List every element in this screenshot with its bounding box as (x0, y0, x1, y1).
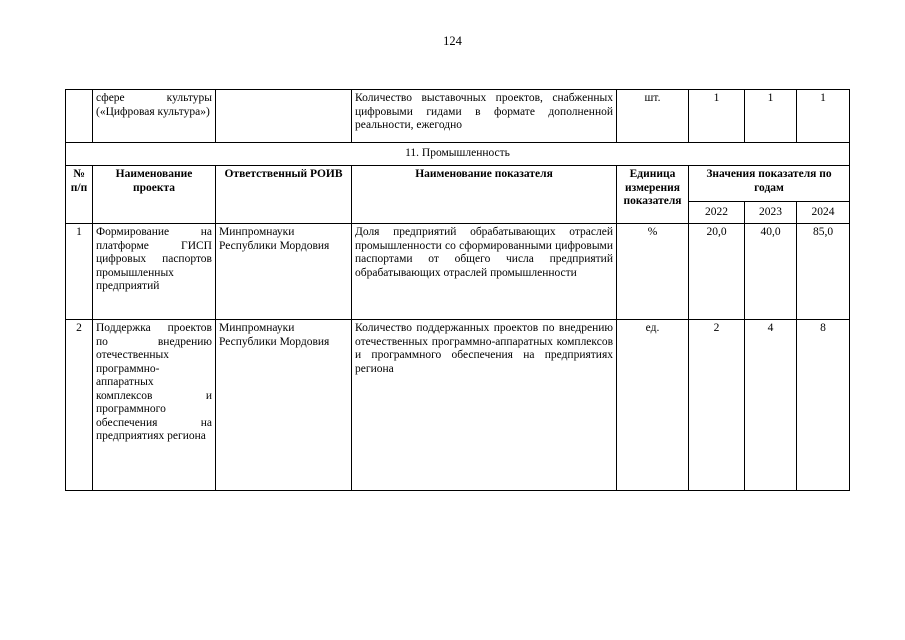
cell-project-name: Формирование на платформе ГИСП цифровых паспортов промышленных предприятий (93, 224, 216, 320)
cell-roiv: Минпромнауки Республики Мордовия (216, 320, 352, 491)
header-values: Значения показателя по годам (689, 166, 850, 202)
cell-num (66, 90, 93, 143)
cell-roiv (216, 90, 352, 143)
cell-indicator: Доля предприятий обрабатывающих отраслей промышленности со сформированными цифровыми паспортами от общего числа предприятий обрабатывающих отраслей промышленности (352, 224, 617, 320)
cell-indicator: Количество поддержанных проектов по внедрению отечественных программно-аппаратных комплексов и программного обеспечения на предприятиях региона (352, 320, 617, 491)
cell-value-2024: 85,0 (797, 224, 850, 320)
table-row (66, 320, 850, 491)
header-year-2023: 2023 (745, 202, 797, 224)
cell-value-2024: 8 (797, 320, 850, 491)
cell-num: 2 (66, 320, 93, 491)
header-num: № п/п (66, 166, 93, 224)
cell-num: 1 (66, 224, 93, 320)
header-roiv: Ответственный РОИВ (216, 166, 352, 224)
cell-value-2023: 4 (745, 320, 797, 491)
header-year-2022: 2022 (689, 202, 745, 224)
cell-roiv: Минпромнауки Республики Мордовия (216, 224, 352, 320)
header-unit: Единица измерения показателя (617, 166, 689, 224)
cell-indicator: Количество выставочных проектов, снабженных цифровыми гидами в формате дополненной реальности, ежегодно (352, 90, 617, 143)
cell-value-2023: 40,0 (745, 224, 797, 320)
header-indicator: Наименование показателя (352, 166, 617, 224)
header-year-2024: 2024 (797, 202, 850, 224)
cell-project-name: сфере культуры («Цифровая культура») (93, 90, 216, 143)
cell-unit: % (617, 224, 689, 320)
cell-project-name: Поддержка проектов по внедрению отечественных программно-аппаратных комплексов и программного обеспечения на предприятиях региона (93, 320, 216, 491)
cell-unit: ед. (617, 320, 689, 491)
cell-unit: шт. (617, 90, 689, 143)
table-row-continued (66, 90, 850, 143)
cell-value-2022: 2 (689, 320, 745, 491)
indicators-table (65, 89, 850, 491)
cell-value-2023: 1 (745, 90, 797, 143)
header-row (66, 166, 850, 202)
cell-value-2022: 1 (689, 90, 745, 143)
cell-value-2022: 20,0 (689, 224, 745, 320)
section-row (66, 143, 850, 166)
header-project-name: Наименование проекта (93, 166, 216, 224)
table-row (66, 224, 850, 320)
page-number: 124 (443, 34, 462, 48)
section-title: 11. Промышленность (66, 143, 850, 166)
cell-value-2024: 1 (797, 90, 850, 143)
